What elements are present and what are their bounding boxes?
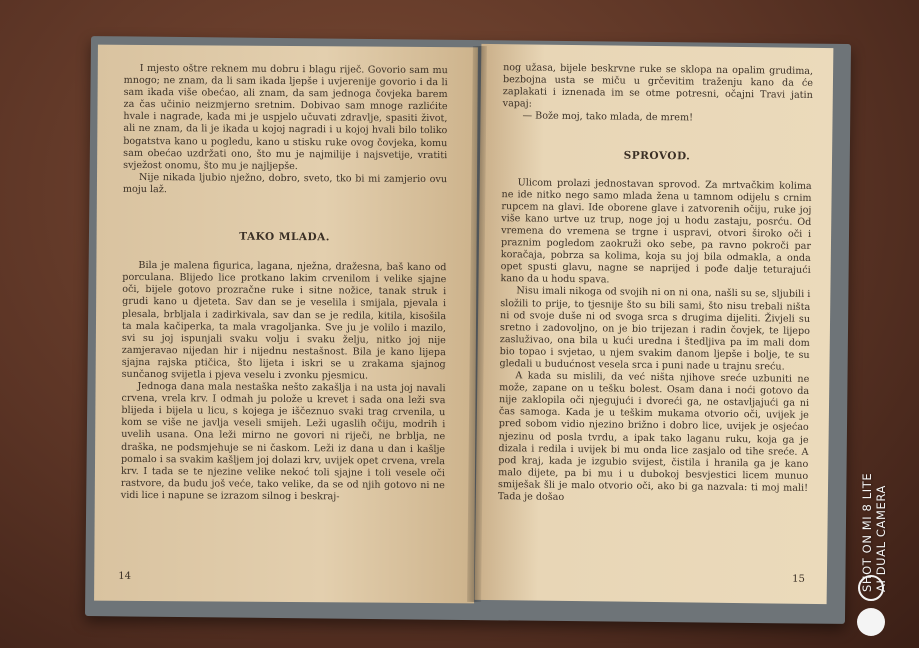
- continuation-paragraph: nog užasa, bijele beskrvne ruke se sklopa na opalim grudima, bezbojna usta se miču u grčevitim traženju kano da će zaplakati i iznenada im se otme potresni, očajni Travi jatin vapaj:: [502, 62, 814, 110]
- camera-dot-icon: [857, 608, 885, 636]
- page-number: 15: [792, 573, 805, 585]
- story-paragraph: Nisu imali nikoga od svojih ni on ni ona, našli su se, sljubili i složili to prije, to tjesnije što su bili sami, što nisu trebali ništa ni od svoje duše ni od svoga srca s drugima dijeliti. Živjeli su sretno i zadovoljno, on je bio trijezan i radin čovjek, te lijepo zasluživao, ona bila u kući uredna i štedljiva pa im mali dom bio topao i svjetao, u njem svakim danom ljepše i bolje, te su gledali u budućnost vesela srca i puni nade u trajnu sreću.: [499, 285, 811, 373]
- right-page-text: [498, 62, 813, 507]
- camera-watermark: [852, 380, 892, 600]
- intro-paragraph: Nije nikada ljubio nježno, dobro, sveto, tko bi mi zamjerio ovu moju laž.: [122, 171, 448, 196]
- left-page: [94, 45, 478, 604]
- page-number: 14: [118, 570, 132, 582]
- watermark-text: [860, 372, 888, 592]
- watermark-line-2: AI DUAL CAMERA: [874, 485, 888, 592]
- story-paragraph: A kada su mislili, da već ništa njihove sreće uzbuniti ne može, zapane on u tešku bolest. Osam dana i noći gotovo da nije zaklopila oči njegujući i dvoreći ga, ne ostavljajući ga ni čas samoga. Kada je u teškim mukama otvorio oči, uvijek je pred sobom vidio njezino brižno i dobro lice, uvijek je osjećao njezinu od posla tvrdu, a ipak tako laganu ruku, koja ga je dizala i redila i uvijek bi mu onda lice zasjalo od tihe sreće. A pod kraj, kada je izgubio svijest, čistila i hranila ga je kano malo dijete, pa bi mu i u dubokoj besvjestici licem munuo smiješak šli je malo otvorio oči, ako bi ga nazvala: ti moj mali! Tada je došao: [497, 370, 810, 503]
- chapter-title: SPROVOD.: [623, 150, 691, 163]
- watermark-line-1: SHOT ON MI 8 LITE: [860, 472, 874, 592]
- story-paragraph: Jednoga dana mala nestaška nešto zakašlja i na usta joj navali crvena, vrela krv. I odmah ju polože u krevet i sada ona leži sva blijeda i bijela u licu, s kojega je iščeznuo svaki trag crvenila, u kom se više ne javlja veseli smijeh. Leži ugaslih očiju, modrih i uvelih usana. Ona leži mirno ne govori ni riječi, ne brblja, ne draška, ne podsmjehuje se ni časkom. Leži iz dana u dan i kašlje pomalo i sa svakim kašljem joj dolazi krv, uvijek opet crvena, vrela krv. I tada se te njezine velike nekoć toli sjajne i toli vesele oči rastvore, da budu još veće, tako velike, da se od njih gotovo ni ne vidi lice i napune se izrazom silnog i beskraj-: [120, 381, 446, 503]
- right-page: [475, 44, 834, 604]
- left-page-text: [121, 63, 448, 504]
- camera-ring-icon: [858, 575, 884, 601]
- chapter-title: TAKO MLADA.: [239, 230, 330, 244]
- story-paragraph: Ulicom prolazi jednostavan sprovod. Za mrtvačkim kolima ne ide nitko nego samo mlada žena u tamnom odijelu s crnim rupcem na glavi. Ide oborene glave i zatvorenih očiju, ruke joj više kano urtve uz trup, noge joj u hodu zastaju, posrću. Od vremena do vremena se trgne i uspravi, otvori široko oči i praznim pogledom zaokruži oko sebe, pa ravno pokroči par koračaja, pobrza sa kolima, koja su joj bila odmakla, a onda opet spusti glavu, nagne se naprijed i pođe dalje teturajući kano da u hodu spava.: [500, 176, 812, 286]
- story-paragraph: Bila je malena figurica, lagana, nježna, dražesna, baš kano od porculana. Blijedo lice protkano lakim crvenilom i velike sjajne oči, bijele gotovo prozračne ruke i sitne nožice, tanak struk i grudi kano u djeteta. Sav dan se je veselila i smijala, pjevala i plesala, brbljala i zadirkivala, sav dan se je redila, kitila, kisošila ta mala kačiperka, ta mala vragoljanka. Sve ju je volilo i mazilo, svi su joj ispunjali svaku volju i svaku želju, nitko joj nije zamjeravao nijedan hir i nijednu nestašnost. Bila je kano lijepa sjajna rajska ptičica, što lijeta i iskri se u zrakama sjajnog sunčanog svijetla i pjeva veselu i zvonku pjesmicu.: [121, 260, 447, 382]
- quote-line: — Bože moj, tako mlada, de mrem!: [522, 110, 694, 124]
- intro-paragraph: I mjesto oštre reknem mu dobru i blagu riječ. Govorio sam mu mnogo; ne znam, da li sam ikada ljepše i uvjerenije govorio i da li sam ikada više obećao, ali znam, da sam jednoga čovjeka barem za čas učinio neizmjerno sretnim. Dobivao sam mnoge razlićite hvale i nagrade, kada mi je uspjelo učuvati zdravlje, spasiti život, ali ne znam, da li je ikada u kojoj nagradi i u kojoj hvali bilo toliko bogatstva kano u pogledu, kano u stisku ruke ovog čovjeka, komu sam obećao uzdržati ono, što mu je najmilije i najsvetije, vratiti svježost onomu, što mu je najljepše.: [123, 62, 448, 172]
